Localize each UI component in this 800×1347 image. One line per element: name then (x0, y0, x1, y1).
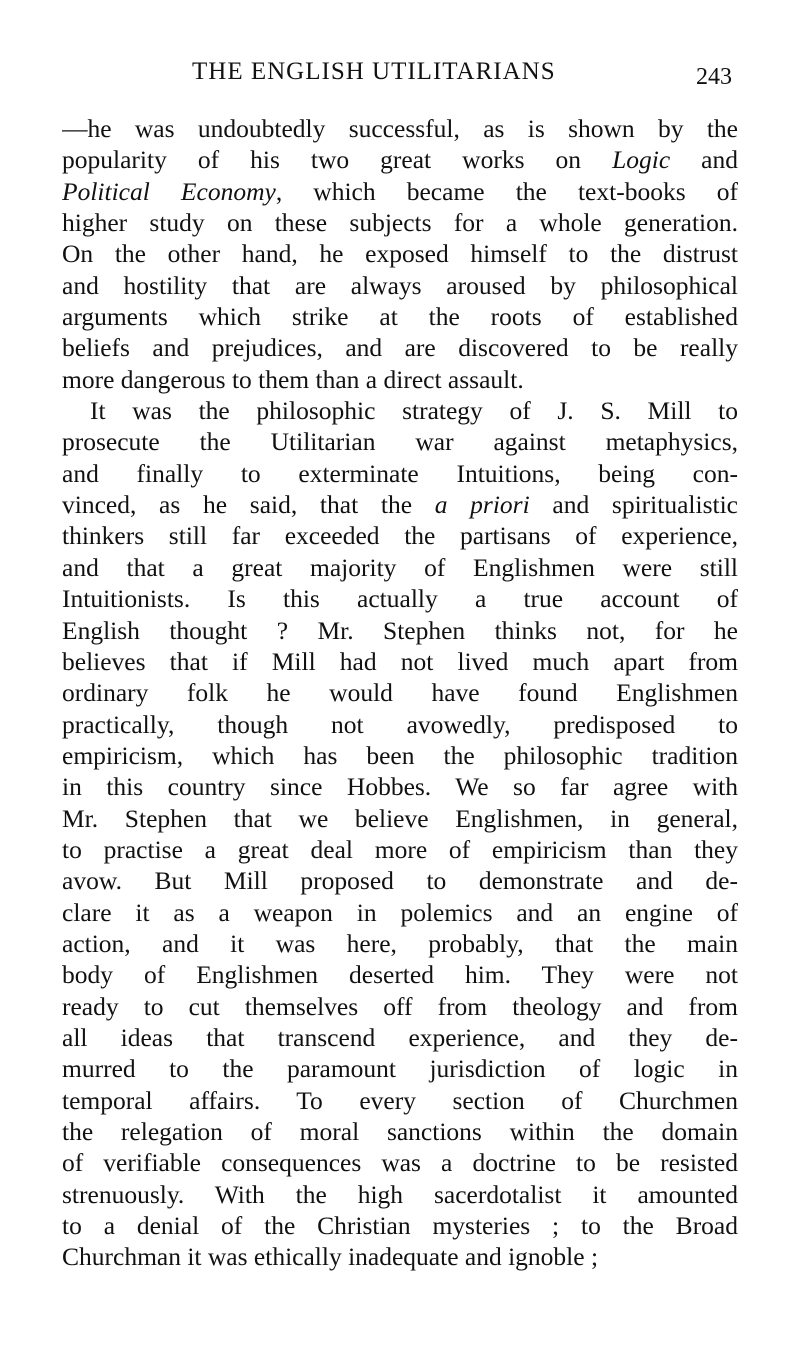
text-line (62, 207, 738, 238)
text-segment: clare it as a weapon in polemics and an engine of (62, 897, 738, 927)
italic-text: Political Economy (62, 176, 276, 206)
text-segment: murred to the paramount jurisdiction of logic in (62, 1054, 738, 1084)
text-line (62, 991, 738, 1022)
text-segment: popularity of his two great works on (62, 145, 613, 175)
text-line (62, 520, 738, 551)
text-segment: Churchman it was ethically inadequate and ignoble ; (62, 1242, 599, 1272)
text-line (62, 897, 738, 928)
italic-text: Logic (612, 145, 671, 175)
text-segment: Intuitionists. Is this actually a true account of (62, 584, 738, 614)
text-line (62, 1147, 738, 1178)
italic-text: a priori (434, 490, 530, 520)
text-line (62, 928, 738, 959)
text-segment: practically, though not avowedly, predisposed to (62, 709, 738, 739)
text-line (62, 834, 738, 865)
text-line (62, 426, 738, 457)
text-segment: higher study on these subjects for a whole generation. (62, 208, 738, 238)
text-line (62, 803, 738, 834)
text-segment: arguments which strike at the roots of established (62, 302, 738, 332)
text-segment: to practise a great deal more of empiricism than they (62, 834, 738, 864)
text-segment: On the other hand, he exposed himself to the distrust (62, 239, 738, 269)
text-segment: English thought ? Mr. Stephen thinks not, for he (62, 615, 738, 645)
text-line (62, 238, 738, 269)
page-header (62, 58, 738, 98)
text-line (62, 646, 738, 677)
text-segment: and that a great majority of Englishmen were still (62, 552, 738, 582)
text-segment: ready to cut themselves off from theology and from (62, 991, 738, 1021)
text-segment: empiricism, which has been the philosophic tradition (62, 740, 738, 770)
text-line (62, 1179, 738, 1210)
text-segment: action, and it was here, probably, that the main (62, 928, 738, 958)
text-line (62, 1210, 738, 1241)
text-segment: more dangerous to them than a direct assault. (62, 364, 524, 394)
text-segment: of verifiable consequences was a doctrine to be resisted (62, 1148, 738, 1178)
text-line (62, 709, 738, 740)
text-segment: and hostility that are always aroused by philosophical (62, 270, 738, 300)
text-line (62, 552, 738, 583)
text-line (62, 395, 738, 426)
text-segment: vinced, as he said, that the (62, 490, 435, 520)
text-line (62, 332, 738, 363)
text-segment: avow. But Mill proposed to demonstrate and de- (62, 866, 738, 896)
text-segment: to a denial of the Christian mysteries ; to the Broad (62, 1211, 738, 1241)
text-line (62, 1241, 738, 1272)
text-line (62, 458, 738, 489)
text-segment: —he was undoubtedly successful, as is shown by the (62, 114, 738, 143)
text-line (62, 176, 738, 207)
text-segment: prosecute the Utilitarian war against metaphysics, (62, 427, 738, 457)
text-line (62, 301, 738, 332)
text-line (62, 113, 738, 144)
text-line (62, 1085, 738, 1116)
text-segment: thinkers still far exceeded the partisans of experience, (62, 521, 738, 551)
text-segment: and (670, 145, 738, 175)
text-segment: strenuously. With the high sacerdotalist it amounted (62, 1179, 738, 1209)
text-segment: and finally to exterminate Intuitions, being con- (62, 458, 738, 488)
text-line (62, 364, 738, 395)
text-segment: Mr. Stephen that we believe Englishmen, in general, (62, 803, 738, 833)
text-line (62, 865, 738, 896)
text-line (62, 489, 738, 520)
text-line (62, 1022, 738, 1053)
text-line (62, 144, 738, 175)
text-line (62, 771, 738, 802)
text-segment: ordinary folk he would have found Englishmen (62, 678, 738, 708)
text-line (62, 270, 738, 301)
page-number: 243 (696, 64, 732, 90)
text-segment: in this country since Hobbes. We so far agree with (62, 772, 738, 802)
text-segment: body of Englishmen deserted him. They were not (62, 960, 738, 990)
text-segment: , which became the text-books of (275, 176, 738, 206)
text-line (62, 740, 738, 771)
text-line (62, 959, 738, 990)
text-line (62, 615, 738, 646)
text-line (62, 1116, 738, 1147)
text-segment: It was the philosophic strategy of J. S. Mill to (90, 396, 738, 426)
text-segment: beliefs and prejudices, and are discovered to be really (62, 333, 738, 363)
running-title: THE ENGLISH UTILITARIANS (192, 58, 556, 85)
text-line (62, 1053, 738, 1084)
text-line (62, 677, 738, 708)
body-text (62, 113, 738, 1273)
text-segment: and spiritualistic (529, 490, 738, 520)
text-segment: all ideas that transcend experience, and they de- (62, 1022, 738, 1052)
text-line (62, 583, 738, 614)
text-segment: believes that if Mill had not lived much apart from (62, 646, 738, 676)
text-segment: temporal affairs. To every section of Churchmen (62, 1085, 738, 1115)
text-segment: the relegation of moral sanctions within the domain (62, 1117, 738, 1146)
